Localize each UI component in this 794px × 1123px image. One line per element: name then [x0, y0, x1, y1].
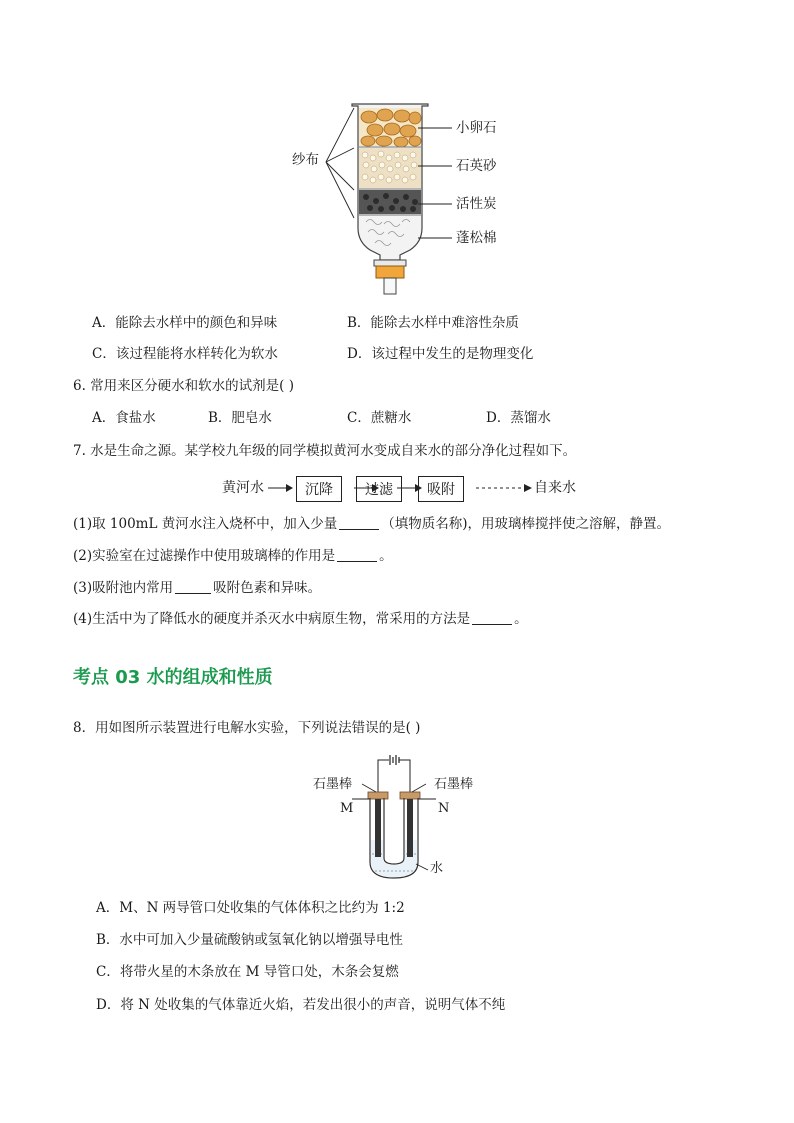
- electrode-label-left: 石墨棒: [313, 777, 353, 792]
- q7-stem: 7. 水是生命之源。某学校九年级的同学模拟黄河水变成自来水的部分净化过程如下。: [73, 443, 577, 459]
- q8-stem: 8．用如图所示装置进行电解水实验，下列说法错误的是( ): [73, 720, 421, 736]
- answer-blank[interactable]: [175, 581, 211, 594]
- graphite-rod-left: [375, 799, 381, 857]
- graphite-rod-right: [407, 799, 413, 857]
- dashed-arrow-icon: [476, 482, 534, 494]
- q7-sub4-text-b: 。: [514, 611, 528, 627]
- q8-option-a[interactable]: A．M、N 两导管口处收集的气体体积之比约为 1:2: [96, 900, 405, 916]
- q7-sub4: [73, 610, 528, 628]
- q6-option-a[interactable]: A．食盐水: [92, 410, 156, 426]
- arrow-icon: [268, 482, 294, 494]
- bottle-cap: [376, 266, 404, 278]
- water-label: 水: [430, 861, 444, 876]
- electrode-label-right: 石墨棒: [434, 777, 474, 792]
- q7-sub1-text-b: （填物质名称)，用玻璃棒搅拌使之溶解，静置。: [381, 516, 671, 532]
- flow-step-adsorb: 吸附: [418, 476, 464, 502]
- layer-label-pebbles: 小卵石: [456, 120, 497, 136]
- layer-label-sand: 石英砂: [456, 158, 497, 174]
- q6-option-c[interactable]: C．蔗糖水: [347, 410, 412, 426]
- q5-option-b[interactable]: B．能除去水样中难溶性杂质: [347, 315, 519, 331]
- answer-blank[interactable]: [337, 549, 377, 562]
- layer-label-charcoal: 活性炭: [456, 196, 497, 212]
- q7-flow-diagram: [222, 476, 602, 500]
- section-heading: 考点 03 水的组成和性质: [73, 667, 273, 688]
- q7-sub3-text-a: (3)吸附池内常用: [73, 580, 174, 596]
- q5-option-a[interactable]: A．能除去水样中的颜色和异味: [92, 315, 278, 331]
- outlet-tube: [384, 278, 396, 294]
- q5-option-d[interactable]: D．该过程中发生的是物理变化: [347, 346, 534, 362]
- q7-sub2: [73, 547, 393, 565]
- q6-option-d[interactable]: D．蒸馏水: [486, 410, 551, 426]
- flow-end: 自来水: [534, 480, 576, 496]
- q5-option-c[interactable]: C．该过程能将水样转化为软水: [92, 346, 278, 362]
- flow-step-settle: 沉降: [296, 476, 342, 502]
- q6-stem: 6. 常用来区分硬水和软水的试剂是( ): [73, 378, 294, 394]
- answer-blank[interactable]: [339, 517, 379, 530]
- q8-option-c[interactable]: C．将带火星的木条放在 M 导管口处，木条会复燃: [96, 964, 399, 980]
- q7-sub2-text-b: 。: [379, 548, 393, 564]
- q8-option-b[interactable]: B．水中可加入少量硫酸钠或氢氧化钠以增强导电性: [96, 932, 403, 948]
- answer-blank[interactable]: [472, 612, 512, 625]
- q7-sub1: [73, 515, 670, 533]
- tube-label-m: M: [340, 801, 354, 816]
- q7-sub4-text-a: (4)生活中为了降低水的硬度并杀灭水中病原生物，常采用的方法是: [73, 611, 471, 627]
- q7-sub3: [73, 579, 321, 597]
- flow-start: 黄河水: [222, 480, 264, 496]
- q7-sub1-text-a: (1)取 100mL 黄河水注入烧杯中，加入少量: [73, 516, 338, 532]
- tube-label-n: N: [438, 801, 450, 816]
- q8-option-d[interactable]: D．将 N 处收集的气体靠近火焰，若发出很小的声音，说明气体不纯: [96, 997, 506, 1013]
- q7-sub2-text-a: (2)实验室在过滤操作中使用玻璃棒的作用是: [73, 548, 336, 564]
- q6-option-b[interactable]: B．肥皂水: [208, 410, 272, 426]
- flow-step-filter: 过滤: [356, 476, 402, 502]
- cloth-label: 纱布: [292, 152, 319, 168]
- q7-sub3-text-b: 吸附色素和异味。: [213, 580, 322, 596]
- layer-label-cotton: 蓬松棉: [456, 230, 497, 246]
